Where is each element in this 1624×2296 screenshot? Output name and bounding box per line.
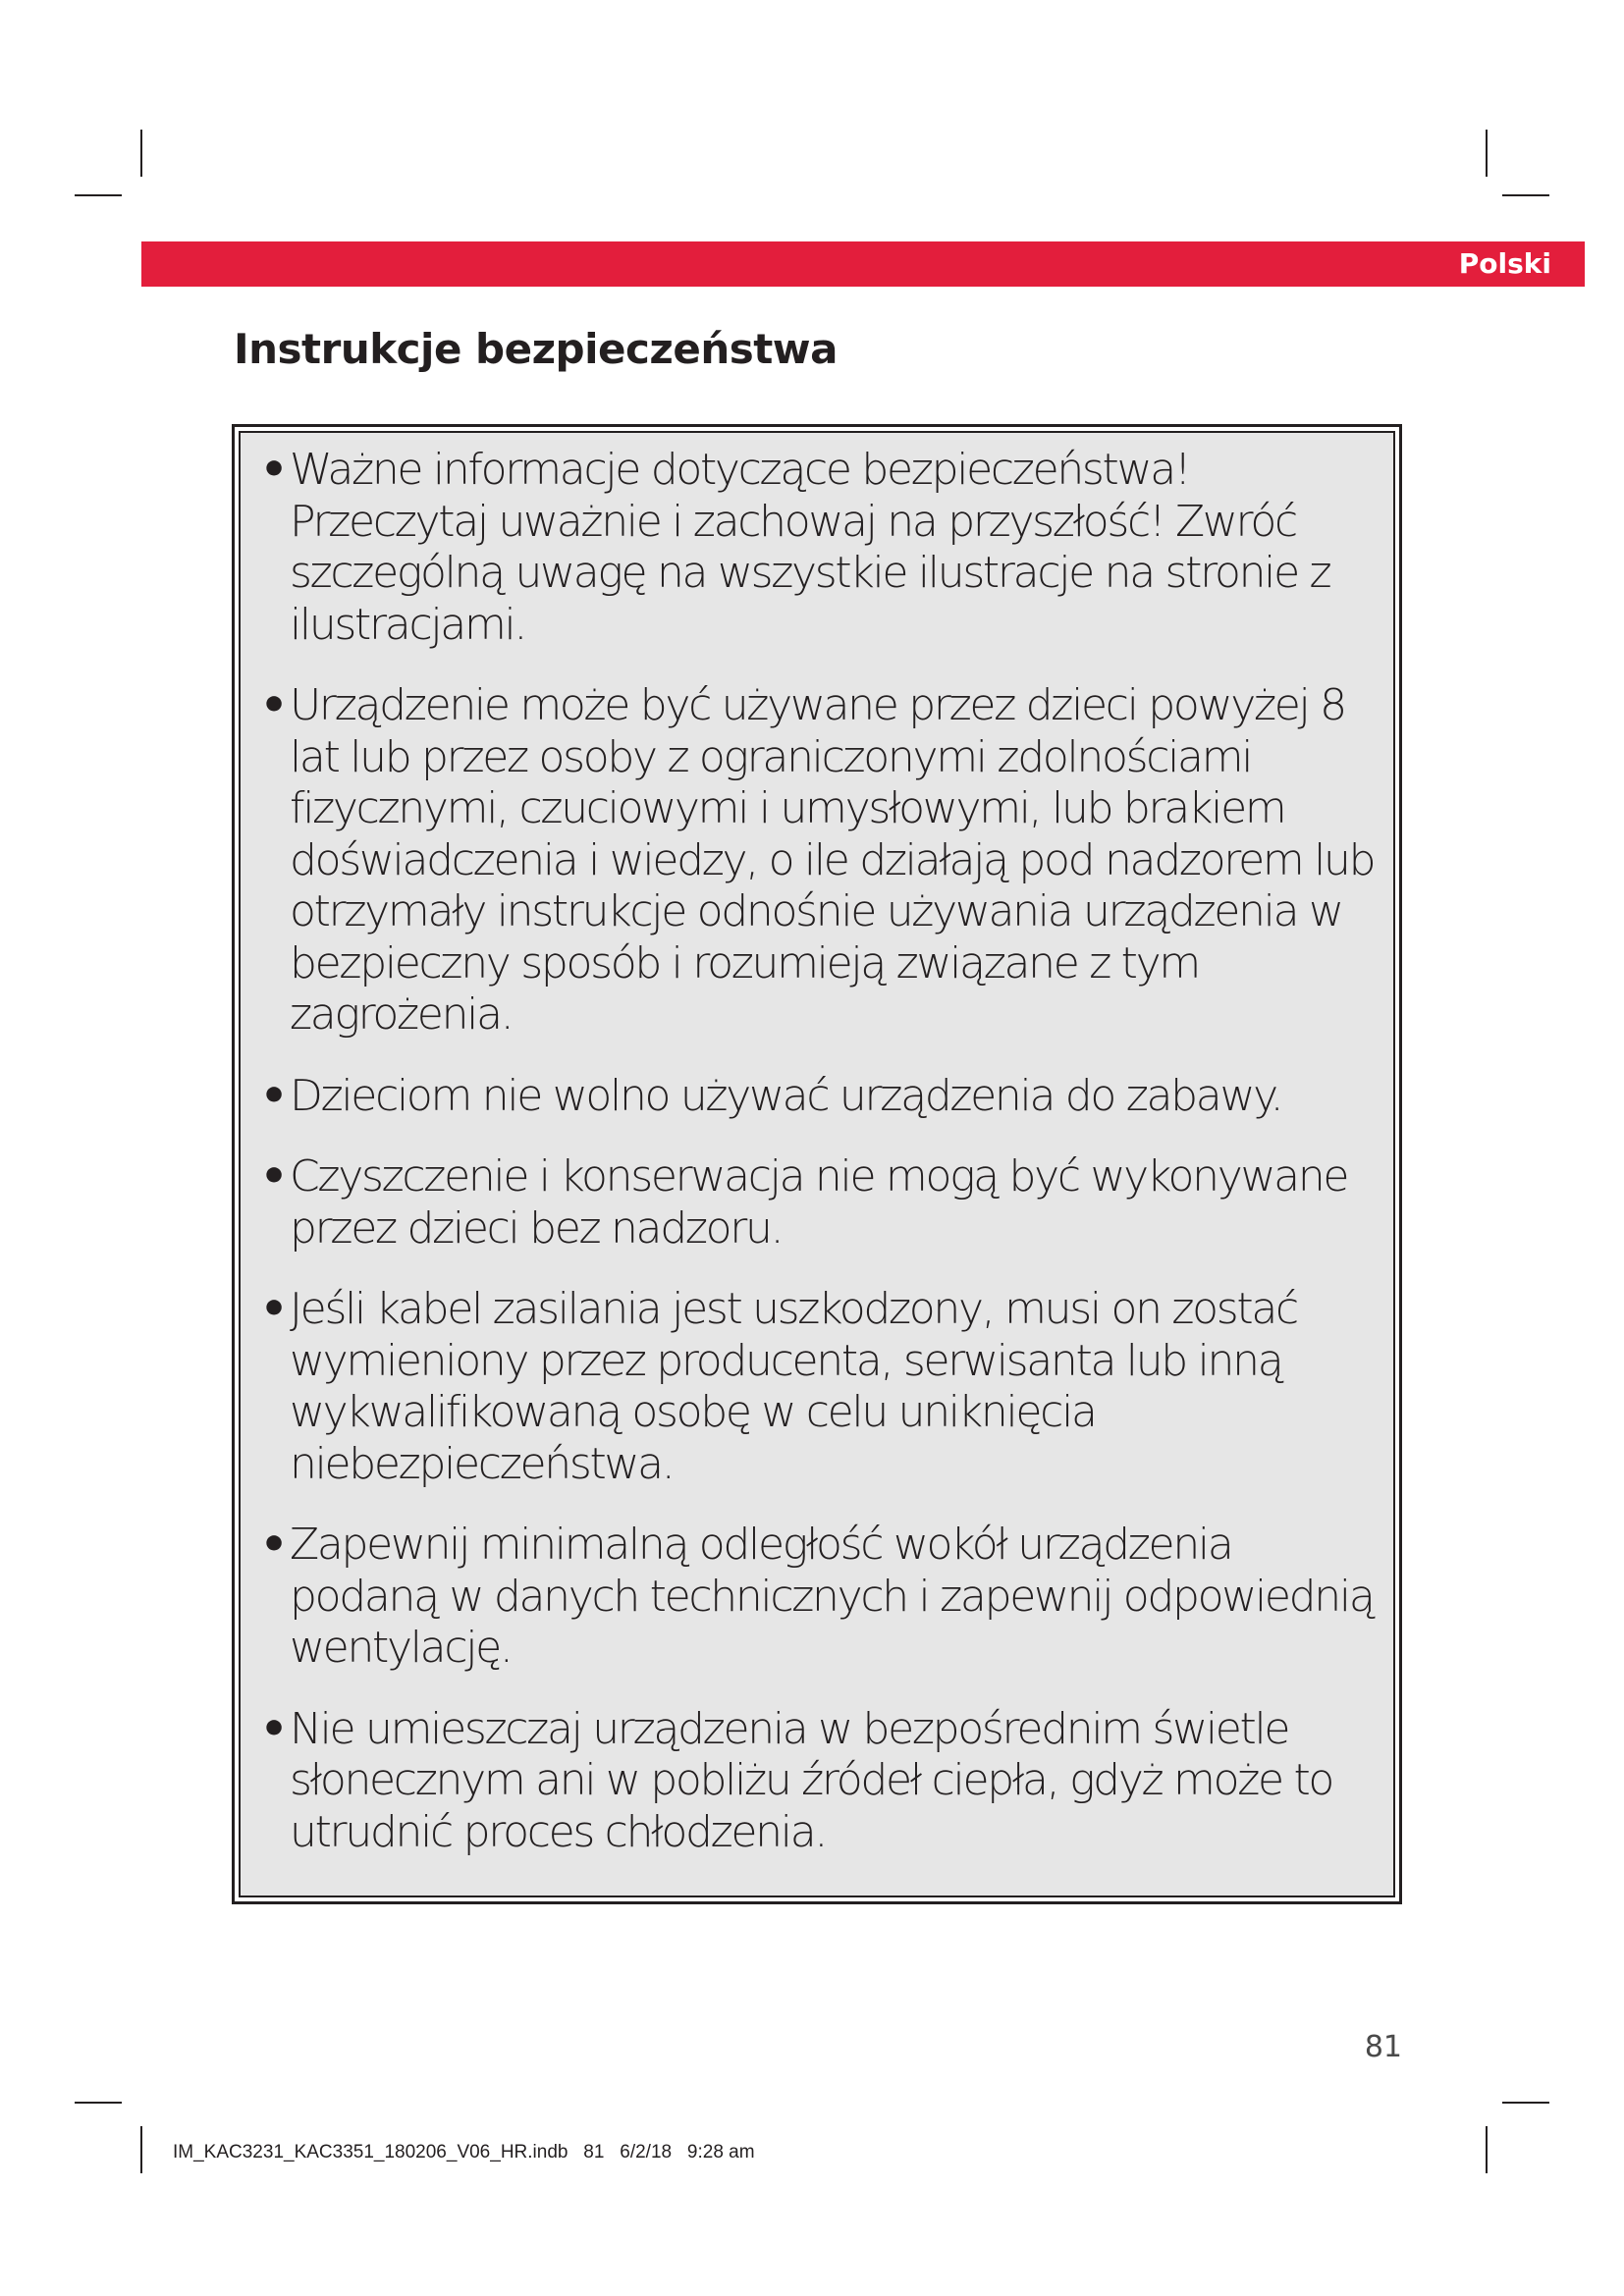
language-label: Polski [1458, 247, 1551, 280]
bullet-icon: • [260, 1703, 286, 1754]
safety-item-text: Urządzenie może być używane przez dzieci powyżej 8 lat lub przez osoby z ograniczonymi zdolnościami fizycznymi, czuciowymi i umysłowymi, lub brakiem doświadczenia i wiedzy, o ile działają pod nadzorem lub otrzymały instrukcje odnośnie używania urządzenia w bezpieczny sposób i rozumieją związane z tym zagrożenia. [290, 680, 1375, 1040]
safety-item-text: Nie umieszczaj urządzenia w bezpośrednim świetle słonecznym ani w pobliżu źródeł ciepła, gdyż może to utrudnić proces chłodzenia. [290, 1703, 1333, 1857]
print-file-info: IM_KAC3231_KAC3351_180206_V06_HR.indb 81 6/2/18 9:28 am [173, 2142, 755, 2163]
crop-mark-top-left-horizontal [75, 194, 122, 196]
language-header-bar [141, 241, 1585, 287]
safety-item-text: Zapewnij minimalną odległość wokół urządzenia podaną w danych technicznych i zapewnij odpowiednią wentylację. [290, 1520, 1374, 1673]
safety-item-text: Jeśli kabel zasilania jest uszkodzony, musi on zostać wymieniony przez producenta, serwisanta lub inną wykwalifikowaną osobę w celu uniknięcia niebezpieczeństwa. [290, 1284, 1297, 1489]
bullet-icon: • [260, 1520, 286, 1570]
safety-list [260, 445, 1381, 1858]
crop-mark-top-right-vertical [1486, 130, 1488, 177]
safety-item [260, 445, 1381, 651]
crop-mark-bottom-left-horizontal [75, 2102, 122, 2104]
bullet-icon: • [260, 445, 286, 495]
safety-item [260, 1704, 1381, 1859]
crop-mark-top-left-vertical [140, 130, 142, 177]
safety-instructions-panel [239, 431, 1395, 1897]
safety-item [260, 1071, 1381, 1123]
crop-mark-bottom-right-horizontal [1502, 2102, 1549, 2104]
crop-mark-bottom-left-vertical [140, 2126, 142, 2173]
safety-item-text: Ważne informacje dotyczące bezpieczeństwa! Przeczytaj uważnie i zachowaj na przyszłość! Zwróć szczególną uwagę na wszystkie ilustracje na stronie z ilustracjami. [290, 445, 1330, 650]
safety-item-text: Czyszczenie i konserwacja nie mogą być wykonywane przez dzieci bez nadzoru. [290, 1151, 1348, 1254]
safety-item [260, 1520, 1381, 1675]
safety-item-text: Dzieciom nie wolno używać urządzenia do zabawy. [290, 1070, 1282, 1121]
bullet-icon: • [260, 1151, 286, 1201]
page-number: 81 [1364, 2030, 1402, 2064]
safety-item [260, 1284, 1381, 1490]
crop-mark-top-right-horizontal [1502, 194, 1549, 196]
bullet-icon: • [260, 680, 286, 730]
bullet-icon: • [260, 1284, 286, 1334]
safety-item [260, 1151, 1381, 1255]
safety-item [260, 680, 1381, 1041]
crop-mark-bottom-right-vertical [1486, 2126, 1488, 2173]
safety-instructions-box [232, 424, 1402, 1904]
bullet-icon: • [260, 1070, 286, 1121]
page-title: Instrukcje bezpieczeństwa [234, 325, 838, 373]
